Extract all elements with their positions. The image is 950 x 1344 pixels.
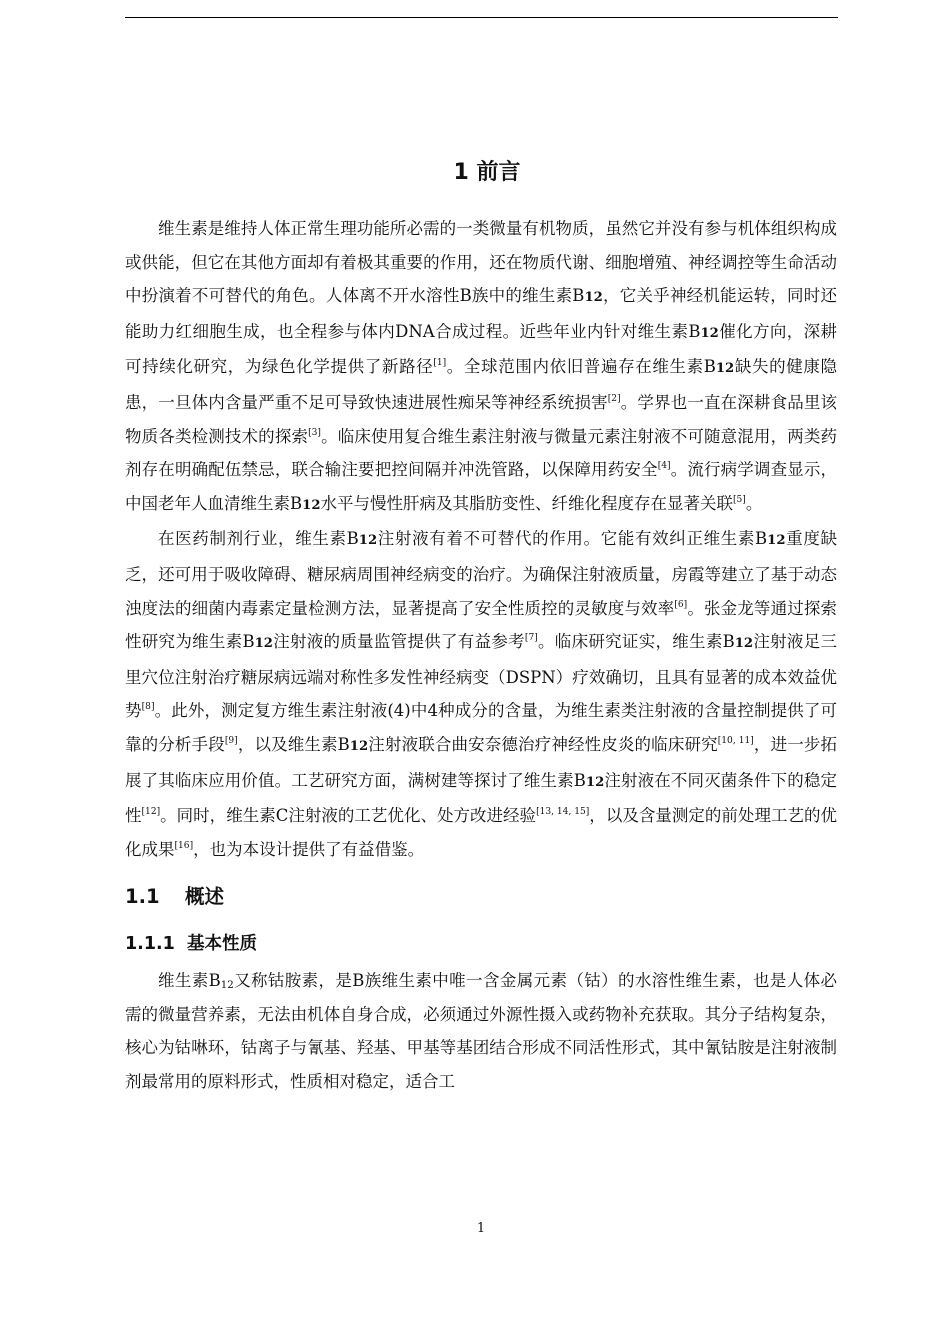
subscript-12: 12 xyxy=(302,497,321,513)
text-run: 。流行病学调查显示，中国老年人血清维生素B xyxy=(125,460,838,513)
text-run: 重度缺乏，还可用于吸收障碍、糖尿病周围神经病变的治疗。为确保注射液质量，房霞等建立了基于动态浊度法的细菌内毒素定量检测方法，显著提高了安全性质控的灵敏度与效率 xyxy=(125,529,837,618)
subscript-12: 12 xyxy=(700,325,719,341)
citation-1: [1] xyxy=(433,358,447,369)
text-run: 。全球范围内依旧普遍存在维生素B xyxy=(446,357,716,377)
citation-13-15: [13, 14, 15] xyxy=(536,807,590,818)
text-run: 注射液的质量监管提供了有益参考 xyxy=(272,632,525,652)
text-run: 。临床研究证实，维生素B xyxy=(537,632,735,652)
text-run: 。 xyxy=(745,493,763,513)
text-run: 在医药制剂行业，维生素B xyxy=(158,529,359,549)
subscript-12: 12 xyxy=(715,361,735,377)
citation-3: [3] xyxy=(308,427,321,438)
text-run: 。张金龙等通过探索性研究为维生素B xyxy=(125,598,838,652)
citation-7: [7] xyxy=(524,633,538,644)
citation-8: [8] xyxy=(141,702,155,713)
citation-2: [2] xyxy=(607,394,621,405)
text-run: ，以及含量测定的前处理工艺的优化成果 xyxy=(125,806,837,859)
subscript-12: 12 xyxy=(349,738,369,754)
section-title: 概述 xyxy=(185,885,225,909)
text-run: 注射液联合曲安奈德治疗神经性皮炎的临床研究 xyxy=(368,734,718,754)
subscript-12: 12 xyxy=(584,290,603,306)
citation-9: [9] xyxy=(224,736,238,747)
text-run: 维生素是维持人体正常生理功能所必需的一类微量有机物质，虽然它并没有参与机体组织构成或供能，但它在其他方面却有着极其重要的作用，还在物质代谢、细胞增殖、神经调控等生命活动中扮演着不可替代的角色。人体离不开水溶性B族中的维生素B xyxy=(125,219,837,306)
subscript-12: 12 xyxy=(254,636,273,652)
page-number: 1 xyxy=(476,1221,486,1236)
chapter-title: 1 前言 xyxy=(453,160,521,185)
citation-12: [12] xyxy=(141,807,161,818)
paragraph-basic-properties xyxy=(125,964,837,1098)
subsection-number: 1.1.1 xyxy=(125,934,175,955)
text-run: 。临床使用复合维生素注射液与微量元素注射液不可随意混用，两类药剂存在明确配伍禁忌，联合输注要把控间隔并冲洗管路，以保障用药安全 xyxy=(125,426,838,480)
text-run: 。学界也一直在深耕食品里该物质各类检测技术的探索 xyxy=(125,392,838,446)
citation-16: [16] xyxy=(174,840,194,851)
text-run: 注射液有着不可替代的作用。它能有效纠正维生素B xyxy=(377,529,768,549)
subsection-title: 基本性质 xyxy=(187,934,257,955)
text-run: 注射液足三里穴位注射治疗糖尿病远端对称性多发性神经病变（DSPN）疗效确切，且具有显著的成本效益优势 xyxy=(125,632,837,721)
text-run: 催化方向，深耕可持续化研究，为绿色化学提供了新路径 xyxy=(125,321,837,377)
text-run: 水平与慢性肝病及其脂肪变性、纤维化程度存在显著关联 xyxy=(320,493,733,513)
citation-5: [5] xyxy=(733,494,746,505)
text-run: 。同时，维生素C注射液的工艺优化、处方改进经验 xyxy=(160,806,537,826)
text-run: ，也为本设计提供了有益借鉴。 xyxy=(193,839,425,859)
text-run: 。此外，测定复方维生素注射液(4)中4种成分的含量，为维生素类注射液的含量控制提供了可靠的分析手段 xyxy=(125,701,838,754)
header-rule xyxy=(125,17,838,18)
text-run: ，进一步拓展了其临床应用价值。工艺研究方面，满树建等探讨了维生素B xyxy=(125,734,837,790)
paragraph-intro-2 xyxy=(125,522,837,866)
citation-6: [6] xyxy=(674,599,688,610)
citation-10-11: [10, 11] xyxy=(717,736,754,747)
text-run: ，以及维生素B xyxy=(237,734,350,754)
citation-4: [4] xyxy=(657,461,671,472)
text-run: ，它关乎神经机能运转，同时还能助力红细胞生成，也全程参与体内DNA合成过程。近些年业内针对维生素B xyxy=(125,286,837,341)
subscript-12: 12 xyxy=(585,774,605,790)
text-run: 缺失的健康隐患，一旦体内含量严重不足可导致快速进展性痴呆等神经系统损害 xyxy=(125,357,838,412)
text-run: 注射液在不同灭菌条件下的稳定性 xyxy=(125,770,837,826)
page-content xyxy=(125,156,837,1099)
section-heading-1-1 xyxy=(125,882,837,912)
text-run: 维生素B xyxy=(158,971,221,991)
subscript-12: 12 xyxy=(767,533,786,549)
text-run: 又称钴胺素，是B族维生素中唯一含金属元素（钴）的水溶性维生素，也是人体必需的微量营养素，无法由机体自身合成，必须通过外源性摄入或药物补充获取。其分子结构复杂，核心为钴啉环，钴离子与氰基、羟基、甲基等基团结合形成不同活性形式，其中氰钴胺是注射液制剂最常用的原料形式，性质相对稳定，适合工 xyxy=(125,971,837,1092)
subsection-heading-1-1-1 xyxy=(125,930,837,958)
subscript-12: 12 xyxy=(220,980,234,992)
subscript-12: 12 xyxy=(734,636,754,652)
section-number: 1.1 xyxy=(125,885,160,909)
subscript-12: 12 xyxy=(358,533,378,549)
paragraph-intro-1 xyxy=(125,212,837,522)
